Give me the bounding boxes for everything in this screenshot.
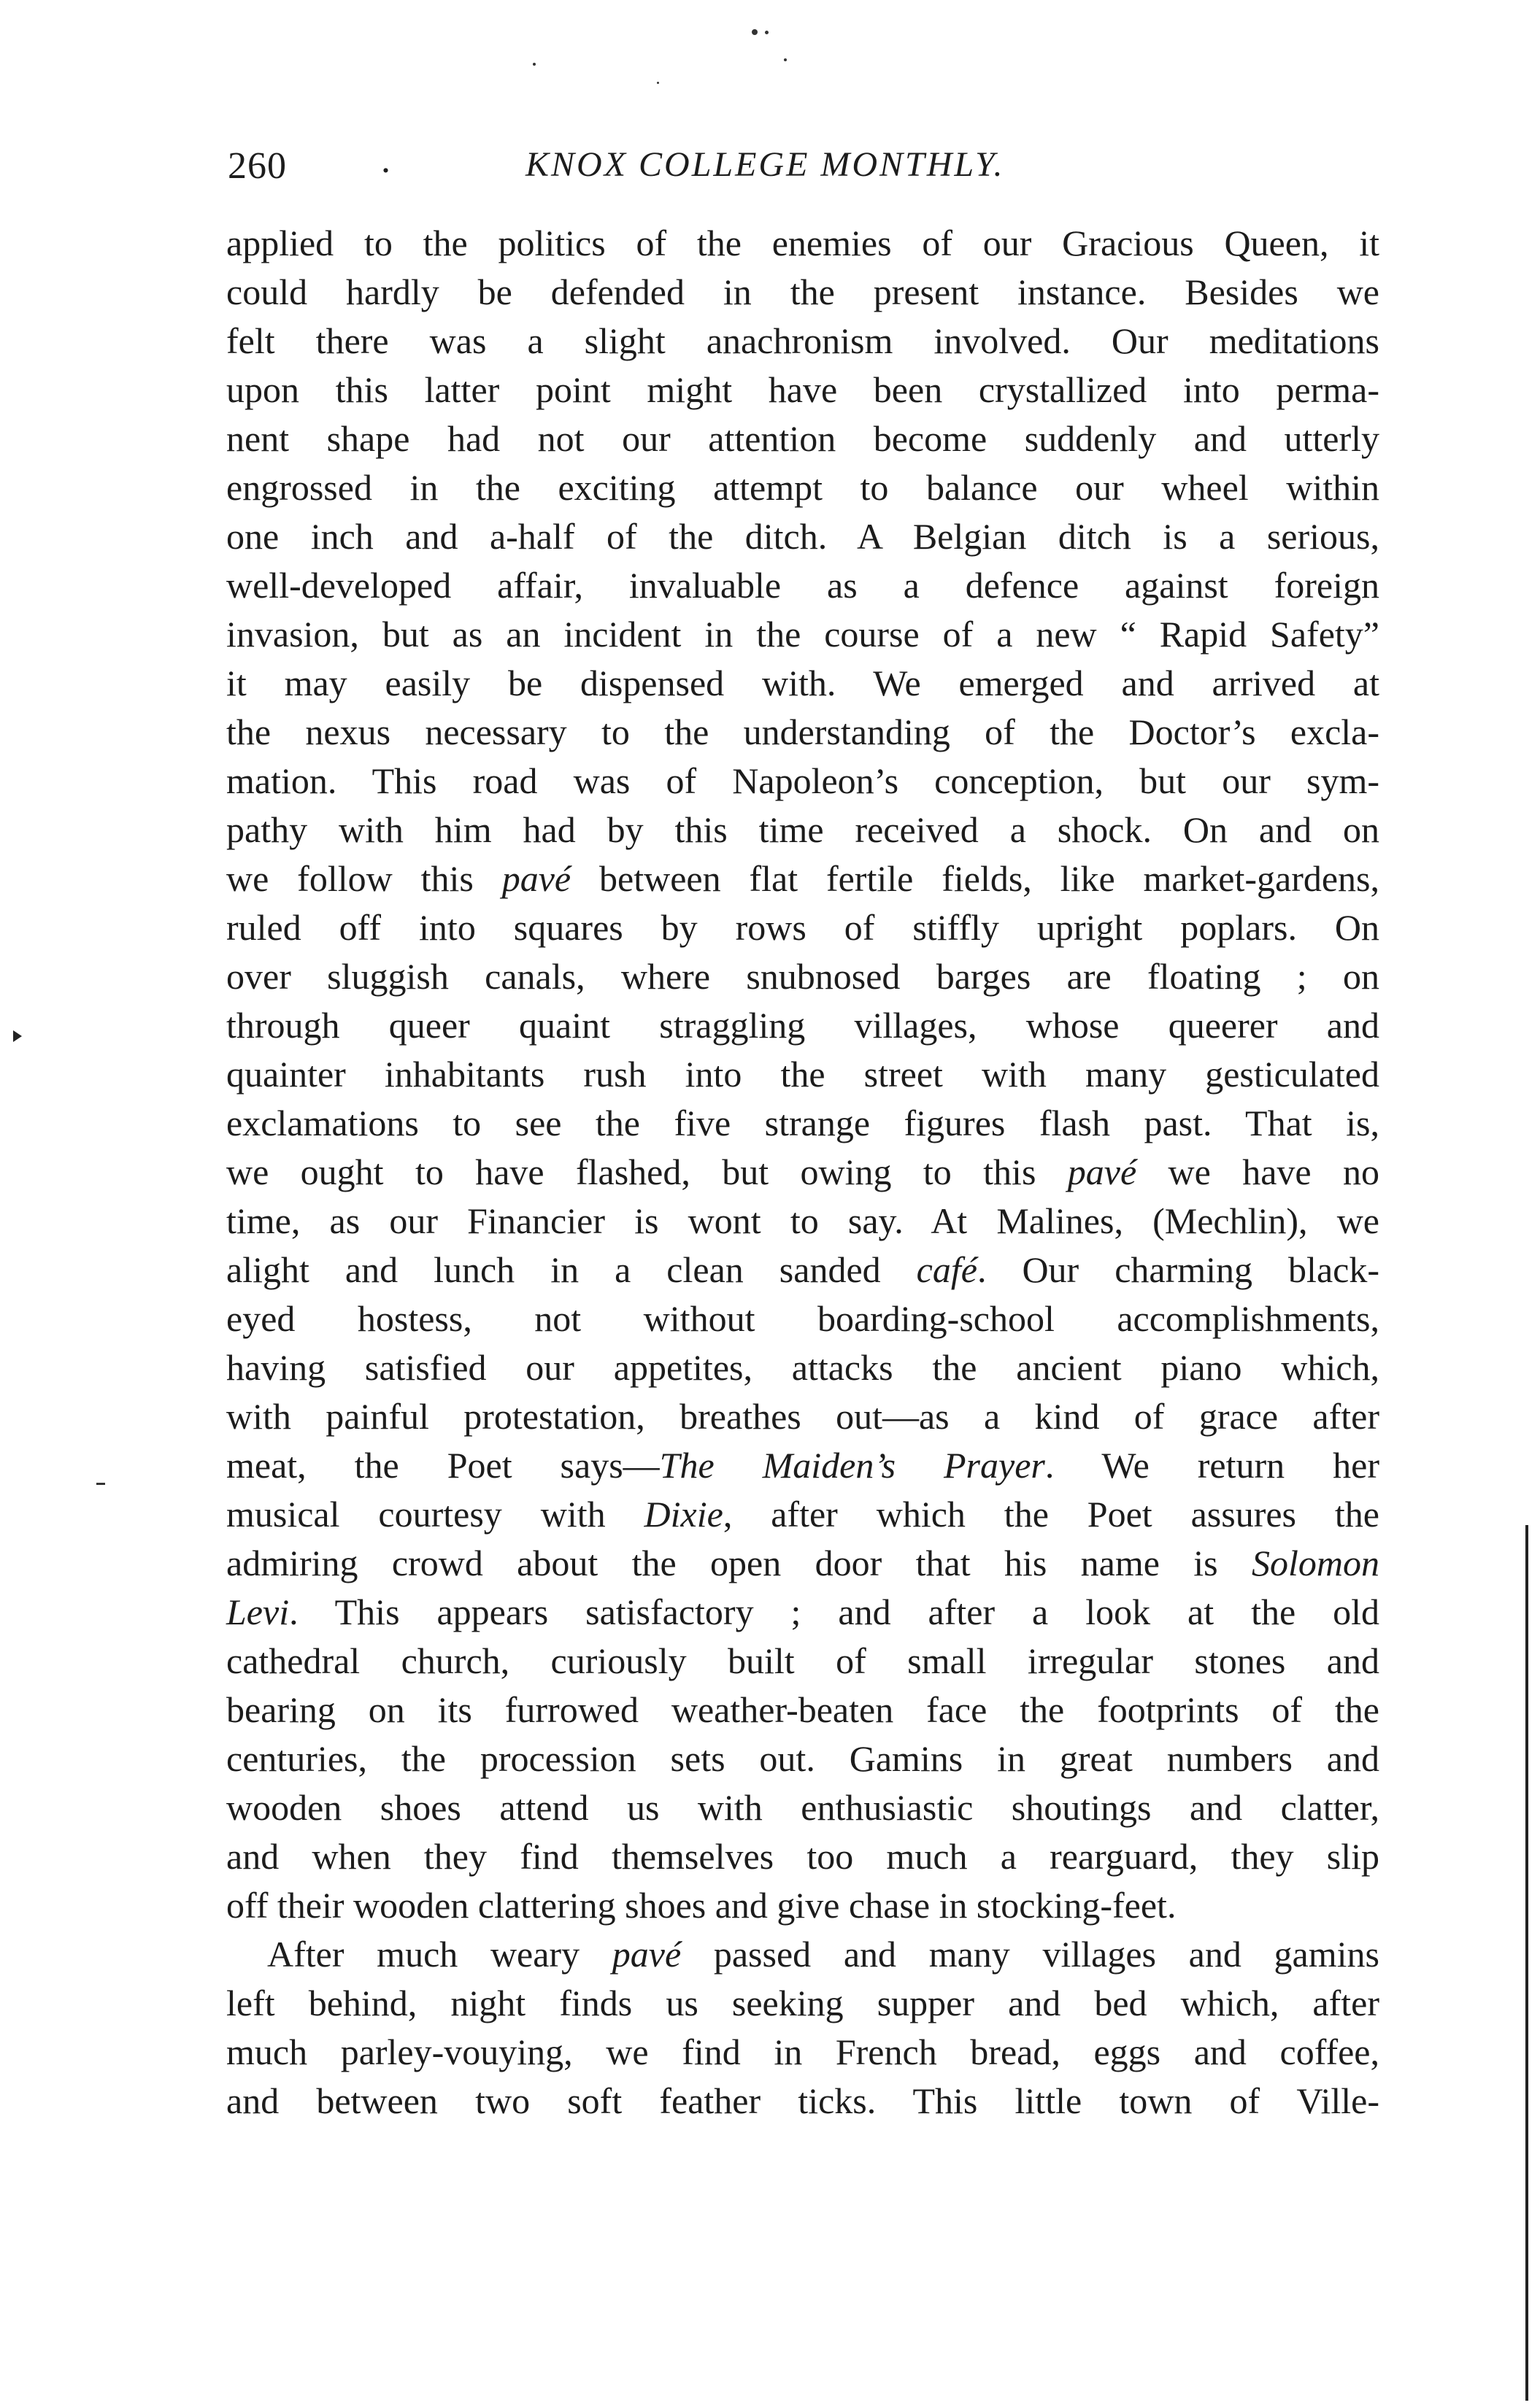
text-line: [226, 366, 1379, 414]
text-segment: it may easily be dispensed with. We emerged and arrived at: [226, 663, 1379, 703]
text-line: [226, 1441, 1379, 1490]
page-edge-bar: [1525, 1525, 1528, 2401]
text-line: [226, 1099, 1379, 1148]
text-segment: applied to the politics of the enemies of our Gracious Queen, it: [226, 223, 1379, 263]
text-line: [226, 1686, 1379, 1734]
text-segment: could hardly be defended in the present instance. Besides we: [226, 271, 1379, 312]
text-segment: and between two soft feather ticks. This little town of Ville-: [226, 2080, 1379, 2121]
text-line: [226, 1930, 1379, 1979]
text-segment: with painful protestation, breathes out—as a kind of grace after: [226, 1396, 1379, 1437]
text-line: [226, 806, 1379, 854]
text-line: [226, 2028, 1379, 2077]
text-segment: engrossed in the exciting attempt to balance our wheel within: [226, 467, 1379, 508]
text-segment: we follow this: [226, 858, 502, 899]
text-segment: . Our charming black-: [977, 1249, 1379, 1290]
text-line: [226, 561, 1379, 610]
text-segment: through queer quaint straggling villages, whose queerer and: [226, 1005, 1379, 1046]
italic-text: café: [916, 1249, 977, 1290]
text-segment: over sluggish canals, where snubnosed barges are floating ; on: [226, 956, 1379, 997]
text-line: [226, 1734, 1379, 1783]
text-line: [226, 1343, 1379, 1392]
text-segment: After much weary: [267, 1934, 612, 1975]
scan-speck: [657, 82, 659, 84]
italic-text: pavé: [612, 1934, 682, 1975]
text-segment: felt there was a slight anachronism involved. Our meditations: [226, 320, 1379, 361]
text-segment: upon this latter point might have been crystallized into perma-: [226, 369, 1379, 410]
scan-speck: [533, 63, 536, 66]
text-segment: and when they find themselves too much a rearguard, they slip: [226, 1836, 1379, 1877]
text-segment: . This appears satisfactory ; and after a look at the old: [289, 1591, 1379, 1632]
text-segment: the nexus necessary to the understanding of the Doctor’s excla-: [226, 711, 1379, 752]
text-line: [226, 1637, 1379, 1686]
paragraph: [226, 1930, 1379, 2126]
text-line: [226, 1979, 1379, 2028]
text-segment: admiring crowd about the open door that his name is: [226, 1543, 1252, 1583]
text-segment: pathy with him had by this time received a shock. On and on: [226, 809, 1379, 850]
italic-text: Dixie: [644, 1494, 723, 1535]
header-separator: .: [381, 139, 390, 181]
scan-speck: [752, 29, 758, 35]
text-segment: mation. This road was of Napoleon’s conception, but our sym-: [226, 760, 1379, 801]
text-line: [226, 1001, 1379, 1050]
body-text: [226, 219, 1379, 2126]
text-segment: left behind, night finds us seeking supper and bed which, after: [226, 1983, 1379, 2023]
text-segment: one inch and a-half of the ditch. A Belgian ditch is a serious,: [226, 516, 1379, 557]
text-segment: having satisfied our appetites, attacks the ancient piano which,: [226, 1347, 1379, 1388]
text-segment: exclamations to see the five strange figures flash past. That is,: [226, 1103, 1379, 1143]
text-line: [226, 610, 1379, 659]
text-line: [226, 414, 1379, 463]
text-segment: . We return her: [1044, 1445, 1379, 1486]
text-segment: eyed hostess, not without boarding-school accomplishments,: [226, 1298, 1379, 1339]
text-segment: meat, the Poet says—: [226, 1445, 660, 1486]
text-segment: alight and lunch in a clean sanded: [226, 1249, 917, 1290]
text-segment: invasion, but as an incident in the course of a new “ Rapid Safety”: [226, 614, 1379, 655]
text-line: [226, 1246, 1379, 1294]
text-line: [226, 1832, 1379, 1881]
page-number: 260: [228, 145, 287, 187]
text-line: [226, 1148, 1379, 1197]
text-segment: we have no: [1136, 1151, 1379, 1192]
text-segment: , after which the Poet assures the: [723, 1494, 1379, 1535]
text-line: [226, 1197, 1379, 1246]
text-line: [226, 1588, 1379, 1637]
italic-text: pavé: [1067, 1151, 1137, 1192]
text-segment: nent shape had not our attention become suddenly and utterly: [226, 418, 1379, 459]
running-title: KNOX COLLEGE MONTHLY.: [525, 145, 1005, 184]
text-segment: ruled off into squares by rows of stiffly upright poplars. On: [226, 907, 1379, 948]
text-segment: we ought to have flashed, but owing to this: [226, 1151, 1068, 1192]
text-line: [226, 659, 1379, 708]
text-line: [226, 219, 1379, 268]
text-segment: centuries, the procession sets out. Gamins in great numbers and: [226, 1738, 1379, 1779]
text-line: [226, 708, 1379, 757]
text-segment: much parley-vouying, we find in French bread, eggs and coffee,: [226, 2031, 1379, 2072]
text-line: [226, 268, 1379, 317]
text-segment: quainter inhabitants rush into the street with many gesticulated: [226, 1054, 1379, 1095]
margin-arrow-mark: [13, 1030, 22, 1042]
scan-speck: [784, 58, 787, 61]
margin-tick-mark: [96, 1483, 105, 1485]
text-line: [226, 903, 1379, 952]
text-line: [226, 317, 1379, 366]
text-line: [226, 854, 1379, 903]
italic-text: Solomon: [1252, 1543, 1379, 1583]
text-segment: cathedral church, curiously built of small irregular stones and: [226, 1640, 1379, 1681]
text-line: [226, 2077, 1379, 2126]
text-segment: passed and many villages and gamins: [681, 1934, 1379, 1975]
text-line: [226, 757, 1379, 806]
italic-text: pavé: [501, 858, 571, 899]
text-line: [226, 1881, 1379, 1930]
text-line: [226, 1392, 1379, 1441]
text-segment: time, as our Financier is wont to say. At Malines, (Mechlin), we: [226, 1200, 1379, 1241]
text-line: [226, 1294, 1379, 1343]
text-line: [226, 512, 1379, 561]
text-line: [226, 1490, 1379, 1539]
text-line: [226, 1539, 1379, 1588]
text-line: [226, 463, 1379, 512]
text-segment: between flat fertile fields, like market-gardens,: [571, 858, 1379, 899]
text-line: [226, 952, 1379, 1001]
italic-text: Levi: [226, 1591, 290, 1632]
text-line: [226, 1050, 1379, 1099]
running-header: [228, 139, 1395, 196]
text-segment: bearing on its furrowed weather-beaten face the footprints of the: [226, 1689, 1379, 1730]
text-segment: off their wooden clattering shoes and give chase in stocking-feet.: [226, 1885, 1177, 1926]
text-segment: musical courtesy with: [226, 1494, 644, 1535]
text-segment: wooden shoes attend us with enthusiastic shoutings and clatter,: [226, 1787, 1379, 1828]
paragraph: [226, 219, 1379, 1930]
scan-speck: [765, 31, 769, 34]
italic-text: The Maiden’s Prayer: [659, 1445, 1045, 1486]
text-line: [226, 1783, 1379, 1832]
text-segment: well-developed affair, invaluable as a defence against foreign: [226, 565, 1379, 606]
